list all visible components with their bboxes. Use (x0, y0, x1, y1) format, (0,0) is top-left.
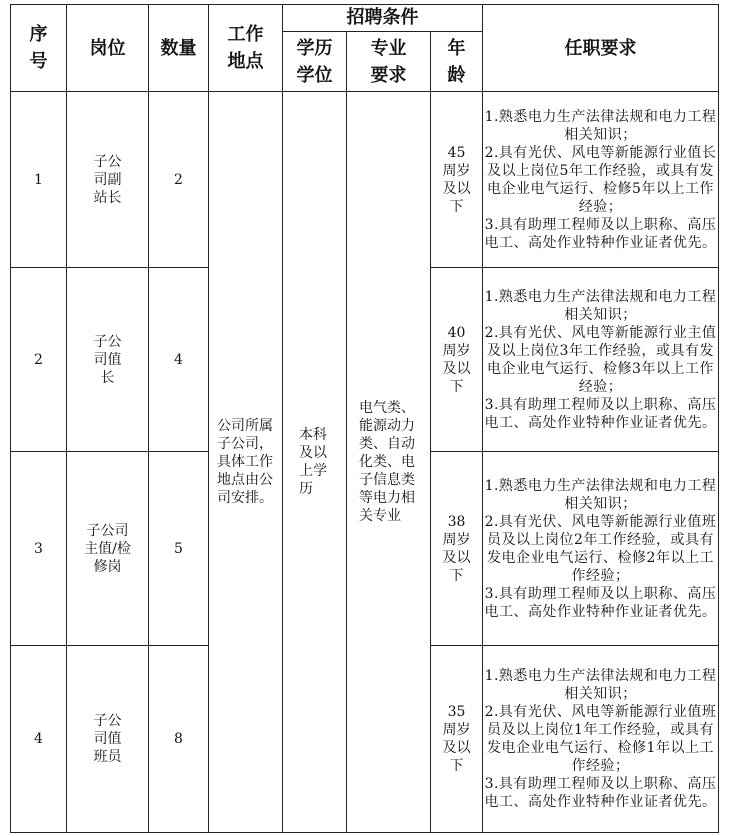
row-requirements (483, 646, 719, 833)
requirement-line: 2.具有光伏、风电等新能源行业主值及以上岗位3年工作经验，或具有发电企业电气运行、检修3年以上工作经验； (484, 324, 717, 395)
header-position: 岗位 (67, 5, 149, 92)
row-quantity: 4 (149, 268, 209, 452)
row-index: 4 (11, 646, 67, 833)
table-row (11, 92, 719, 268)
row-index: 1 (11, 92, 67, 268)
header-index: 序号 (11, 5, 67, 92)
row-quantity: 5 (149, 452, 209, 646)
row-position: 子公司值班员 (67, 646, 149, 833)
requirement-line: 2.具有光伏、风电等新能源行业值长及以上岗位5年工作经验，或具有发电企业电气运行、检修5年以上工作经验； (484, 144, 717, 215)
header-location: 工作地点 (209, 5, 283, 92)
requirement-line: 1.熟悉电力生产法律法规和电力工程相关知识； (484, 108, 717, 143)
requirement-line: 2.具有光伏、风电等新能源行业值班员及以上岗位1年工作经验，或具有发电企业电气运行、检修1年以上工作经验； (484, 704, 717, 774)
header-education: 学历学位 (283, 32, 347, 92)
header-requirements: 任职要求 (483, 5, 719, 92)
requirement-line: 1.熟悉电力生产法律法规和电力工程相关知识； (484, 288, 717, 323)
requirement-line: 3.具有助理工程师及以上职称、高压电工、高处作业特种作业证者优先。 (484, 216, 717, 251)
row-index: 2 (11, 268, 67, 452)
header-conditions: 招聘条件 (283, 5, 483, 32)
row-age: 40周岁及以下 (431, 268, 483, 452)
row-requirements (483, 268, 719, 452)
shared-location: 公司所属子公司，具体工作地点由公司安排。 (209, 92, 283, 833)
header-age: 年龄 (431, 32, 483, 92)
requirement-line: 2.具有光伏、风电等新能源行业值班员及以上岗位2年工作经验，或具有发电企业电气运行、检修2年以上工作经验； (484, 513, 717, 584)
row-position: 子公司副站长 (67, 92, 149, 268)
row-age: 38周岁及以下 (431, 452, 483, 646)
row-quantity: 2 (149, 92, 209, 268)
shared-education: 本科及以上学历 (283, 92, 347, 833)
row-age: 35周岁及以下 (431, 646, 483, 833)
row-index: 3 (11, 452, 67, 646)
requirement-line: 1.熟悉电力生产法律法规和电力工程相关知识； (484, 477, 717, 512)
requirement-line: 1.熟悉电力生产法律法规和电力工程相关知识； (484, 668, 717, 702)
recruitment-table (10, 4, 719, 833)
row-position: 子公司值长 (67, 268, 149, 452)
row-quantity: 8 (149, 646, 209, 833)
row-position: 子公司主值/检修岗 (67, 452, 149, 646)
requirement-line: 3.具有助理工程师及以上职称、高压电工、高处作业特种作业证者优先。 (484, 776, 717, 810)
shared-major: 电气类、能源动力类、自动化类、电子信息类等电力相关专业 (347, 92, 431, 833)
row-requirements (483, 92, 719, 268)
row-age: 45周岁及以下 (431, 92, 483, 268)
requirement-line: 3.具有助理工程师及以上职称、高压电工、高处作业特种作业证者优先。 (484, 396, 717, 431)
header-quantity: 数量 (149, 5, 209, 92)
header-major: 专业要求 (347, 32, 431, 92)
row-requirements (483, 452, 719, 646)
requirement-line: 3.具有助理工程师及以上职称、高压电工、高处作业特种作业证者优先。 (484, 585, 717, 620)
